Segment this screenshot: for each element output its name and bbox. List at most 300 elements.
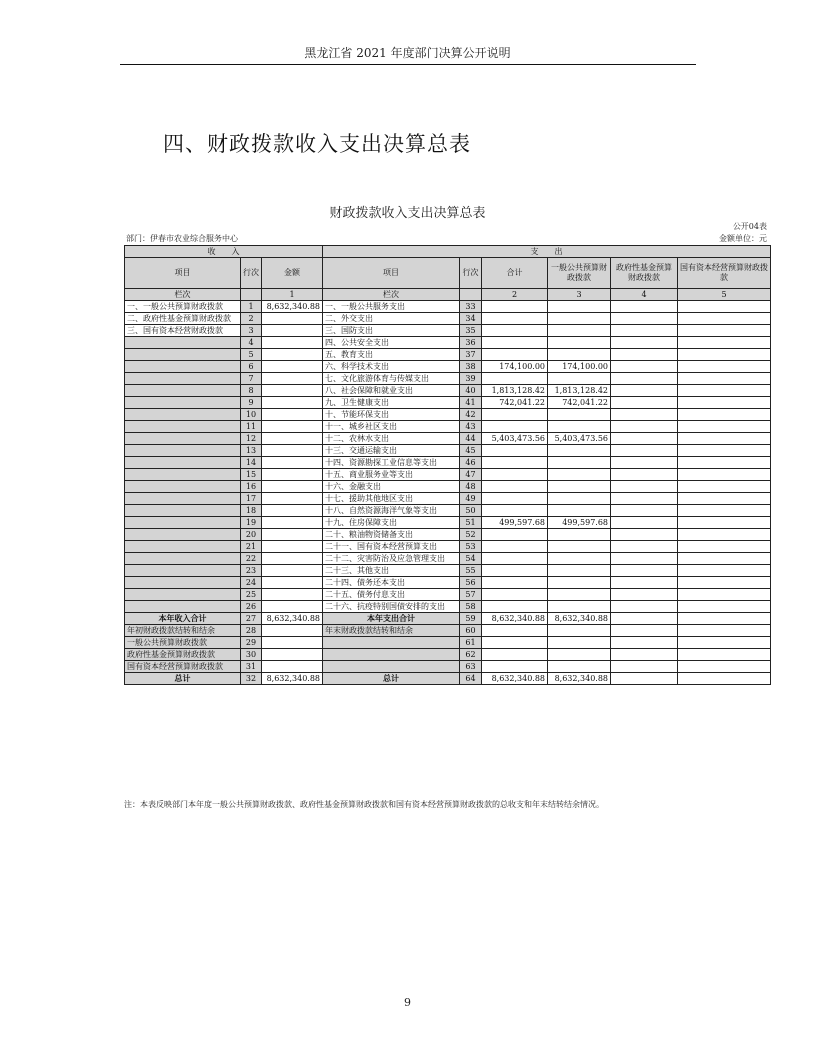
expense-total [482,421,548,433]
income-row-no: 19 [241,517,262,529]
expense-state-capital [678,457,771,469]
income-amount: 8,632,340.88 [262,613,323,625]
income-row-no: 3 [241,325,262,337]
expense-state-capital [678,529,771,541]
income-amount [262,397,323,409]
table-row [125,337,771,349]
table-column-index-row [125,289,771,301]
expense-fund-budget [611,553,678,565]
income-amount [262,649,323,661]
table-row [125,481,771,493]
income-item: 本年收入合计 [125,613,241,625]
expense-fund-budget [611,613,678,625]
income-item: 年初财政拨款结转和结余 [125,625,241,637]
expense-row-no: 34 [460,313,482,325]
table-row [125,493,771,505]
table-row [125,505,771,517]
income-row-no: 5 [241,349,262,361]
expense-state-capital [678,613,771,625]
expense-total [482,325,548,337]
expense-total [482,541,548,553]
expense-row-no: 63 [460,661,482,673]
expense-general-budget [548,313,611,325]
col-index-blank [241,289,262,301]
expense-total [482,637,548,649]
table-row [125,421,771,433]
expense-state-capital [678,313,771,325]
table-head-group-row [125,246,771,258]
expense-item: 二十、粮油物资储备支出 [323,529,460,541]
expense-header: 支 出 [323,246,771,258]
expense-fund-budget [611,313,678,325]
expense-row-no: 59 [460,613,482,625]
income-item [125,541,241,553]
expense-total [482,445,548,457]
col-index-3: 3 [548,289,611,301]
income-row-no: 10 [241,409,262,421]
expense-state-capital [678,553,771,565]
expense-row-no: 48 [460,481,482,493]
expense-general-budget [548,481,611,493]
income-item [125,385,241,397]
expense-item [323,661,460,673]
income-row-no: 30 [241,649,262,661]
expense-item: 十五、商业服务业等支出 [323,469,460,481]
col-index-blank [460,289,482,301]
expense-item: 二十二、灾害防治及应急管理支出 [323,553,460,565]
expense-general-budget [548,553,611,565]
expense-total: 1,813,128.42 [482,385,548,397]
expense-state-capital [678,625,771,637]
table-row [125,637,771,649]
expense-state-capital [678,337,771,349]
col-income-row: 行次 [241,258,262,289]
expense-row-no: 58 [460,601,482,613]
expense-total [482,577,548,589]
expense-item: 本年支出合计 [323,613,460,625]
income-item [125,481,241,493]
expense-fund-budget [611,529,678,541]
expense-item: 二十六、抗疫特别国债安排的支出 [323,601,460,613]
expense-fund-budget [611,577,678,589]
expense-total [482,337,548,349]
table-row [125,565,771,577]
income-row-no: 11 [241,421,262,433]
expense-item: 十六、金融支出 [323,481,460,493]
col-index-2: 2 [482,289,548,301]
expense-total [482,589,548,601]
expense-row-no: 37 [460,349,482,361]
expense-general-budget [548,445,611,457]
expense-state-capital [678,469,771,481]
expense-general-budget: 8,632,340.88 [548,673,611,685]
expense-general-budget [548,505,611,517]
expense-item: 七、文化旅游体育与传媒支出 [323,373,460,385]
expense-general-budget [548,301,611,313]
income-amount [262,409,323,421]
income-row-no: 29 [241,637,262,649]
expense-row-no: 56 [460,577,482,589]
income-item [125,349,241,361]
expense-general-budget: 5,403,473.56 [548,433,611,445]
income-amount [262,445,323,457]
expense-item: 三、国防支出 [323,325,460,337]
expense-total: 5,403,473.56 [482,433,548,445]
income-amount [262,421,323,433]
expense-item: 九、卫生健康支出 [323,397,460,409]
expense-general-budget [548,349,611,361]
table-row [125,457,771,469]
table-row [125,361,771,373]
table-row [125,553,771,565]
income-header: 收 入 [125,246,323,258]
expense-state-capital [678,673,771,685]
table-row [125,649,771,661]
income-row-no: 4 [241,337,262,349]
expense-row-no: 54 [460,553,482,565]
income-item: 国有资本经营预算财政拨款 [125,661,241,673]
expense-fund-budget [611,433,678,445]
expense-state-capital [678,661,771,673]
expense-state-capital [678,637,771,649]
expense-fund-budget [611,361,678,373]
expense-state-capital [678,421,771,433]
income-amount [262,589,323,601]
income-amount [262,457,323,469]
table-body [125,301,771,685]
expense-state-capital [678,577,771,589]
col-expense-item: 项目 [323,258,460,289]
expense-fund-budget [611,469,678,481]
expense-fund-budget [611,541,678,553]
expense-row-no: 41 [460,397,482,409]
income-row-no: 28 [241,625,262,637]
expense-state-capital [678,565,771,577]
expense-general-budget [548,409,611,421]
department-label: 部门：伊春市农业综合服务中心 [126,234,238,243]
expense-state-capital [678,325,771,337]
income-item: 二、政府性基金预算财政拨款 [125,313,241,325]
income-item: 一、一般公共预算财政拨款 [125,301,241,313]
table-note: 注：本表反映部门本年度一般公共预算财政拨款、政府性基金预算财政拨款和国有资本经营预算财政拨款的总收支和年末结转结余情况。 [124,800,604,809]
income-item [125,589,241,601]
expense-total [482,301,548,313]
col-label-income: 栏次 [125,289,241,301]
expense-item: 六、科学技术支出 [323,361,460,373]
income-item [125,529,241,541]
col-income-amount: 金额 [262,258,323,289]
expense-general-budget [548,421,611,433]
income-amount [262,361,323,373]
expense-item: 十三、交通运输支出 [323,445,460,457]
expense-row-no: 40 [460,385,482,397]
col-label-expense: 栏次 [323,289,460,301]
expense-row-no: 61 [460,637,482,649]
income-row-no: 8 [241,385,262,397]
expense-row-no: 39 [460,373,482,385]
income-row-no: 6 [241,361,262,373]
expense-state-capital [678,397,771,409]
table-head-columns-row [125,258,771,289]
table-row [125,325,771,337]
expense-general-budget: 499,597.68 [548,517,611,529]
expense-general-budget [548,325,611,337]
expense-total [482,661,548,673]
income-amount [262,625,323,637]
income-row-no: 18 [241,505,262,517]
expense-item: 一、一般公共服务支出 [323,301,460,313]
expense-general-budget [548,601,611,613]
expense-state-capital [678,589,771,601]
expense-general-budget [548,589,611,601]
expense-fund-budget [611,457,678,469]
expense-fund-budget [611,493,678,505]
income-amount [262,541,323,553]
expense-total [482,505,548,517]
col-fund-budget: 政府性基金预算财政拨款 [611,258,678,289]
income-row-no: 17 [241,493,262,505]
expense-total [482,529,548,541]
expense-general-budget [548,457,611,469]
expense-total: 499,597.68 [482,517,548,529]
expense-general-budget [548,637,611,649]
expense-total [482,469,548,481]
income-amount [262,385,323,397]
income-amount [262,493,323,505]
expense-state-capital [678,541,771,553]
expense-row-no: 36 [460,337,482,349]
expense-item: 十七、援助其他地区支出 [323,493,460,505]
expense-row-no: 55 [460,565,482,577]
income-amount [262,517,323,529]
expense-fund-budget [611,325,678,337]
expense-fund-budget [611,625,678,637]
expense-fund-budget [611,673,678,685]
expense-fund-budget [611,637,678,649]
expense-row-no: 38 [460,361,482,373]
section-title: 四、财政拨款收入支出决算总表 [163,132,471,156]
form-code: 公开04表 [732,222,767,231]
expense-total [482,493,548,505]
expense-general-budget [548,565,611,577]
expense-item: 二十一、国有资本经营预算支出 [323,541,460,553]
income-item [125,517,241,529]
table-row [125,313,771,325]
income-row-no: 14 [241,457,262,469]
income-amount [262,529,323,541]
expense-state-capital [678,373,771,385]
income-item [125,565,241,577]
expense-item: 十八、自然资源海洋气象等支出 [323,505,460,517]
expense-general-budget [548,661,611,673]
expense-row-no: 64 [460,673,482,685]
expense-item: 五、教育支出 [323,349,460,361]
expense-item: 四、公共安全支出 [323,337,460,349]
table-title: 财政拨款收入支出决算总表 [329,206,486,221]
expense-general-budget: 742,041.22 [548,397,611,409]
expense-total: 174,100.00 [482,361,548,373]
expense-total: 8,632,340.88 [482,613,548,625]
expense-row-no: 53 [460,541,482,553]
income-row-no: 2 [241,313,262,325]
amount-unit-label: 金额单位：元 [719,234,767,243]
expense-fund-budget [611,445,678,457]
income-amount [262,313,323,325]
income-item [125,493,241,505]
income-row-no: 27 [241,613,262,625]
expense-state-capital [678,601,771,613]
expense-item: 十二、农林水支出 [323,433,460,445]
expense-state-capital [678,409,771,421]
income-item [125,409,241,421]
expense-state-capital [678,505,771,517]
financial-appropriation-table [124,245,771,685]
header-rule [120,64,696,65]
table-row [125,613,771,625]
expense-general-budget [548,337,611,349]
income-amount [262,661,323,673]
expense-total [482,565,548,577]
expense-item: 二十四、债务还本支出 [323,577,460,589]
income-amount [262,601,323,613]
expense-general-budget [548,469,611,481]
expense-general-budget [548,541,611,553]
expense-row-no: 42 [460,409,482,421]
expense-row-no: 45 [460,445,482,457]
table-row [125,673,771,685]
income-item [125,553,241,565]
expense-state-capital [678,649,771,661]
expense-item: 十一、城乡社区支出 [323,421,460,433]
expense-fund-budget [611,649,678,661]
expense-item: 年末财政拨款结转和结余 [323,625,460,637]
income-row-no: 15 [241,469,262,481]
expense-fund-budget [611,409,678,421]
expense-total [482,409,548,421]
income-item: 三、国有资本经营财政拨款 [125,325,241,337]
income-row-no: 24 [241,577,262,589]
expense-total [482,457,548,469]
col-index-1: 1 [262,289,323,301]
income-amount [262,637,323,649]
income-item: 一般公共预算财政拨款 [125,637,241,649]
expense-general-budget [548,529,611,541]
income-item [125,457,241,469]
expense-general-budget [548,493,611,505]
expense-general-budget [548,649,611,661]
table-row [125,397,771,409]
expense-total [482,625,548,637]
income-row-no: 26 [241,601,262,613]
expense-state-capital [678,385,771,397]
expense-state-capital [678,517,771,529]
expense-row-no: 50 [460,505,482,517]
income-row-no: 20 [241,529,262,541]
expense-total [482,349,548,361]
expense-fund-budget [611,421,678,433]
income-row-no: 23 [241,565,262,577]
expense-total [482,649,548,661]
expense-fund-budget [611,373,678,385]
col-state-capital: 国有资本经营预算财政拨款 [678,258,771,289]
income-amount [262,553,323,565]
col-income-item: 项目 [125,258,241,289]
expense-item: 十九、住房保障支出 [323,517,460,529]
expense-fund-budget [611,349,678,361]
expense-fund-budget [611,589,678,601]
expense-general-budget: 1,813,128.42 [548,385,611,397]
income-row-no: 7 [241,373,262,385]
income-amount [262,505,323,517]
income-row-no: 25 [241,589,262,601]
table-row [125,373,771,385]
expense-row-no: 33 [460,301,482,313]
table-row [125,541,771,553]
income-row-no: 32 [241,673,262,685]
expense-row-no: 52 [460,529,482,541]
expense-fund-budget [611,565,678,577]
income-amount [262,565,323,577]
expense-total [482,601,548,613]
income-item [125,397,241,409]
income-amount: 8,632,340.88 [262,673,323,685]
expense-fund-budget [611,385,678,397]
expense-total [482,373,548,385]
expense-total [482,313,548,325]
expense-item: 二十五、债务付息支出 [323,589,460,601]
table-row [125,469,771,481]
table-row [125,385,771,397]
expense-fund-budget [611,505,678,517]
table-row [125,625,771,637]
col-total: 合计 [482,258,548,289]
income-amount [262,481,323,493]
income-amount [262,373,323,385]
expense-item [323,649,460,661]
income-row-no: 21 [241,541,262,553]
expense-row-no: 62 [460,649,482,661]
income-item [125,505,241,517]
expense-total: 8,632,340.88 [482,673,548,685]
income-item [125,445,241,457]
table-row [125,349,771,361]
expense-general-budget [548,373,611,385]
table-row [125,661,771,673]
income-item [125,373,241,385]
expense-item: 二、外交支出 [323,313,460,325]
col-index-4: 4 [611,289,678,301]
table-row [125,517,771,529]
expense-general-budget: 174,100.00 [548,361,611,373]
expense-fund-budget [611,301,678,313]
expense-row-no: 47 [460,469,482,481]
income-amount [262,577,323,589]
page-number: 9 [404,996,411,1009]
expense-state-capital [678,493,771,505]
expense-general-budget [548,577,611,589]
income-item [125,577,241,589]
table-row [125,577,771,589]
income-amount: 8,632,340.88 [262,301,323,313]
income-item [125,361,241,373]
expense-state-capital [678,445,771,457]
expense-row-no: 44 [460,433,482,445]
expense-fund-budget [611,481,678,493]
table-row [125,601,771,613]
expense-item: 八、社会保障和就业支出 [323,385,460,397]
income-item [125,337,241,349]
income-item: 总计 [125,673,241,685]
